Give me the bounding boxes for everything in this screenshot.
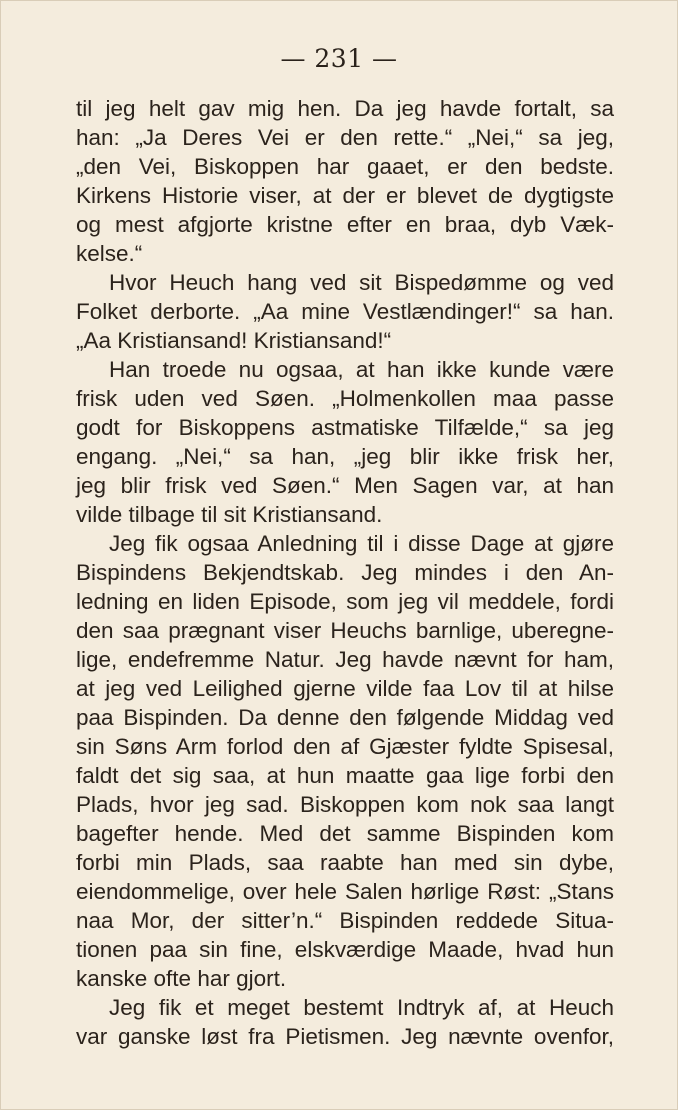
text-line: „den Vei, Biskoppen har gaaet, er den bedste. — [76, 154, 614, 179]
text-line: Bispindens Bekjendtskab. Jeg mindes i den An- — [76, 560, 614, 585]
text-line: Folket derborte. „Aa mine Vestlændinger!“ sa han. — [76, 299, 614, 324]
text-line: at jeg ved Leilighed gjerne vilde faa Lov til at hilse — [76, 676, 614, 701]
text-line: tionen paa sin fine, elskværdige Maade, hvad hun — [76, 937, 614, 962]
text-line: Jeg fik ogsaa Anledning til i disse Dage at gjøre — [109, 531, 614, 556]
body-text — [76, 94, 614, 1051]
text-line: faldt det sig saa, at hun maatte gaa lige forbi den — [76, 763, 614, 788]
text-line: og mest afgjorte kristne efter en braa, dyb Væk- — [76, 212, 614, 237]
text-line: lige, endefremme Natur. Jeg havde nævnt for ham, — [76, 647, 614, 672]
text-line: ledning en liden Episode, som jeg vil meddele, fordi — [76, 589, 614, 614]
text-line: eiendommelige, over hele Salen hørlige Røst: „Stans — [76, 879, 614, 904]
text-line: „Aa Kristiansand! Kristiansand!“ — [76, 328, 392, 353]
text-line: frisk uden ved Søen. „Holmenkollen maa passe — [76, 386, 614, 411]
text-line: vilde tilbage til sit Kristiansand. — [76, 502, 383, 527]
text-line: naa Mor, der sitter’n.“ Bispinden reddede Situa- — [76, 908, 614, 933]
text-line: godt for Biskoppens astmatiske Tilfælde,“ sa jeg — [76, 415, 614, 440]
text-line: Hvor Heuch hang ved sit Bispedømme og ved — [109, 270, 614, 295]
text-line: var ganske løst fra Pietismen. Jeg nævnte ovenfor, — [76, 1024, 614, 1049]
page-number: — 231 — — [280, 44, 398, 73]
text-line: jeg blir frisk ved Søen.“ Men Sagen var, at han — [76, 473, 614, 498]
text-line: til jeg helt gav mig hen. Da jeg havde fortalt, sa — [76, 96, 614, 121]
text-line: kanske ofte har gjort. — [76, 966, 287, 991]
text-line: han: „Ja Deres Vei er den rette.“ „Nei,“ sa jeg, — [76, 125, 614, 150]
text-line: den saa prægnant viser Heuchs barnlige, uberegne- — [76, 618, 614, 643]
text-line: bagefter hende. Med det samme Bispinden kom — [76, 821, 614, 846]
text-line: Kirkens Historie viser, at der er blevet de dygtigste — [76, 183, 614, 208]
text-line: sin Søns Arm forlod den af Gjæster fyldte Spisesal, — [76, 734, 614, 759]
text-line: engang. „Nei,“ sa han, „jeg blir ikke frisk her, — [76, 444, 614, 469]
text-line: kelse.“ — [76, 241, 143, 266]
text-line: forbi min Plads, saa raabte han med sin dybe, — [76, 850, 614, 875]
text-line: Plads, hvor jeg sad. Biskoppen kom nok saa langt — [76, 792, 614, 817]
text-line: paa Bispinden. Da denne den følgende Middag ved — [76, 705, 614, 730]
text-line: Han troede nu ogsaa, at han ikke kunde være — [109, 357, 614, 382]
text-line: Jeg fik et meget bestemt Indtryk af, at Heuch — [109, 995, 614, 1020]
